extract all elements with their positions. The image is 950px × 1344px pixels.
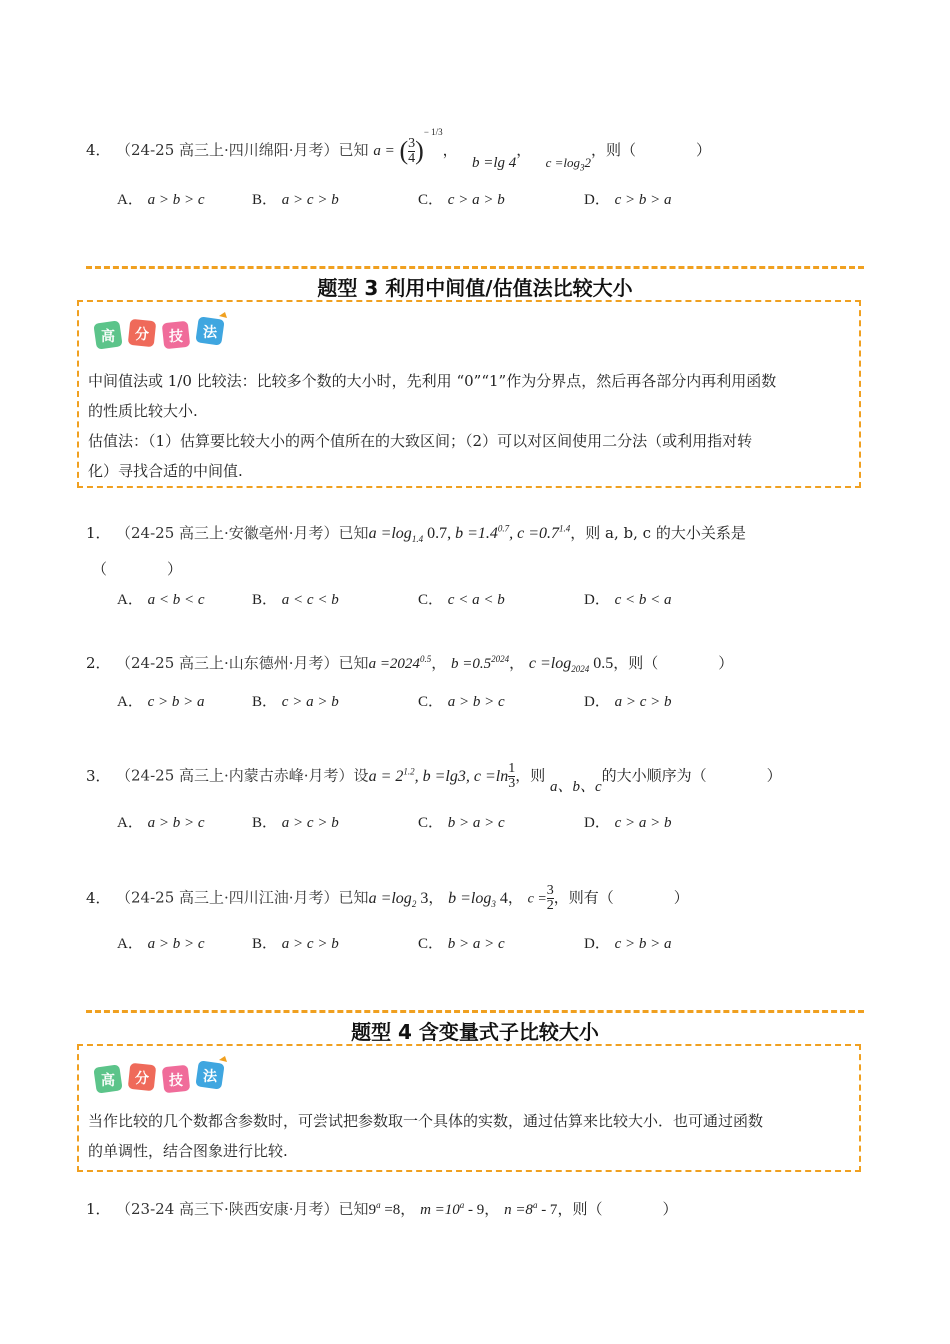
svg-text:技: 技 xyxy=(169,329,183,345)
option-b[interactable]: B． a > c > b xyxy=(252,815,339,831)
badge-icon xyxy=(93,1056,233,1096)
section-3-title: 题型 3 利用中间值/估值法比较大小 xyxy=(317,276,633,300)
option-a[interactable]: A． a > b > c xyxy=(117,815,205,831)
tip-box-section-3 xyxy=(77,300,861,488)
question-number: 3． xyxy=(86,766,111,785)
question-tail: ，则 a, b, c 的大小关系是 xyxy=(570,524,746,542)
option-b[interactable]: B． c > a > b xyxy=(252,694,339,710)
question-tail: ，则（ ） xyxy=(557,1200,678,1218)
option-c[interactable]: C． b > a > c xyxy=(418,936,505,952)
option-d[interactable]: D． c < b < a xyxy=(584,592,672,608)
answer-paren: （ ） xyxy=(92,560,183,578)
question-source: （24-25 高三上·山东德州·月考）已知 xyxy=(116,654,369,672)
tip-text: 中间值法或 1/0 比较法：比较多个数的大小时，先利用 “0”“1”作为分界点，然后再各部分内再利用函数 的性质比较大小. 估值法：（1）估算要比较大小的两个值所在的大致区间；（2）可以对区间使用二分法（或利用指对转 化）寻找合适的中间值. xyxy=(88,372,777,480)
question-tail: ，则（ ） xyxy=(613,654,734,672)
fraction-3-2: $\frac{3}{2}$ xyxy=(546,883,554,913)
question-s3-1: 1． （24-25 高三上·安徽亳州·月考）已知$a =\log_{1.4}$ 0.7, $b =1.4^{0.7}$, $c =0.7^{1.4}$，则 a, b, c 的大小关系是 xyxy=(86,523,746,545)
section-divider xyxy=(86,1010,864,1013)
option-c[interactable]: C． c < a < b xyxy=(418,592,505,608)
section-4-title: 题型 4 含变量式子比较大小 xyxy=(351,1020,599,1044)
question-s3-3: 3． （24-25 高三上·内蒙古赤峰·月考）设$a = 2^{1.2}$, b =lg3, c =ln $\frac{1}{3}$ ，则 a、b、c的大小顺序为（ ） xyxy=(86,761,782,795)
option-b[interactable]: B． a > c > b xyxy=(252,192,339,208)
option-a[interactable]: A． a > b > c xyxy=(117,192,205,208)
question-source: （24-25 高三上·四川绵阳·月考）已知 xyxy=(116,141,369,159)
svg-text:分: 分 xyxy=(135,1071,149,1087)
fraction-1-3: $\frac{1}{3}$ xyxy=(508,761,516,791)
expr-a-lhs: a = xyxy=(373,143,395,159)
option-d[interactable]: D． a > c > b xyxy=(584,694,672,710)
svg-text:分: 分 xyxy=(135,327,149,343)
question-tail: ，则有（ ） xyxy=(553,888,689,907)
option-a[interactable]: A． a > b > c xyxy=(117,936,205,952)
question-s3-2: 2． （24-25 高三上·山东德州·月考）已知$a =2024^{0.5}$， $b =0.5^{2024}$， $c =\log_{2024}$ 0.5，则（ ） xyxy=(86,654,734,675)
badge-icon xyxy=(93,312,233,352)
option-c[interactable]: C． a > b > c xyxy=(418,694,505,710)
question-tail: 的大小顺序为（ ） xyxy=(601,766,782,785)
expr-c: c = xyxy=(527,891,547,907)
option-b[interactable]: B． a < c < b xyxy=(252,592,339,608)
question-source: （24-25 高三上·四川江油·月考）已知 xyxy=(116,888,369,907)
option-d[interactable]: D． c > b > a xyxy=(584,192,672,208)
svg-text:法: 法 xyxy=(203,325,217,341)
question-s3-4: 4． （24-25 高三上·四川江油·月考）已知$a =\log_2$ 3， $b =\log_3$ 4， c = $\frac{3}{2}$ ，则有（ ） xyxy=(86,883,689,913)
question-s4-1: 1． （23-24 高三下·陕西安康·月考）已知$9^a =8$， $m =10^a - 9$， $n =8^a - 7$，则（ ） xyxy=(86,1200,678,1218)
option-d[interactable]: D． c > a > b xyxy=(584,815,672,831)
fraction-3-4: $\frac{3}{4}$ xyxy=(408,135,416,166)
svg-text:技: 技 xyxy=(169,1073,183,1089)
question-number: 2． xyxy=(86,654,111,672)
option-b[interactable]: B． a > c > b xyxy=(252,936,339,952)
option-a[interactable]: A． a < b < c xyxy=(117,592,205,608)
question-top-4: 4． （24-25 高三上·四川绵阳·月考）已知 a = ( $\frac{3}{4}$ )$^{- 1/3}$， b =lg 4， $c =\log_32$，则（ ） xyxy=(86,127,712,173)
question-source: （23-24 高三下·陕西安康·月考）已知 xyxy=(116,1200,369,1218)
tip-box-section-4 xyxy=(77,1044,861,1172)
question-source: （24-25 高三上·内蒙古赤峰·月考）设 xyxy=(116,766,369,785)
question-source: （24-25 高三上·安徽亳州·月考）已知 xyxy=(116,524,369,542)
svg-text:高: 高 xyxy=(101,329,115,345)
option-c[interactable]: C． c > a > b xyxy=(418,192,505,208)
option-d[interactable]: D． c > b > a xyxy=(584,936,672,952)
question-tail: ，则（ ） xyxy=(591,141,712,159)
question-number: 1． xyxy=(86,1200,111,1218)
expr-b: b =lg 4 xyxy=(471,155,517,171)
vars: a、b、c xyxy=(550,778,602,795)
exponent: − 1/3 xyxy=(423,127,443,137)
question-number: 4． xyxy=(86,141,111,159)
question-number: 1． xyxy=(86,524,111,542)
question-number: 4． xyxy=(86,888,111,907)
tip-text: 当作比较的几个数都含参数时，可尝试把参数取一个具体的实数，通过估算来比较大小．也可通过函数 的单调性，结合图象进行比较. xyxy=(88,1112,764,1160)
option-a[interactable]: A． c > b > a xyxy=(117,694,205,710)
section-divider xyxy=(86,266,864,269)
expr-c: c =log xyxy=(545,155,580,170)
option-c[interactable]: C． b > a > c xyxy=(418,815,505,831)
svg-text:高: 高 xyxy=(101,1073,115,1089)
svg-text:法: 法 xyxy=(203,1069,217,1085)
